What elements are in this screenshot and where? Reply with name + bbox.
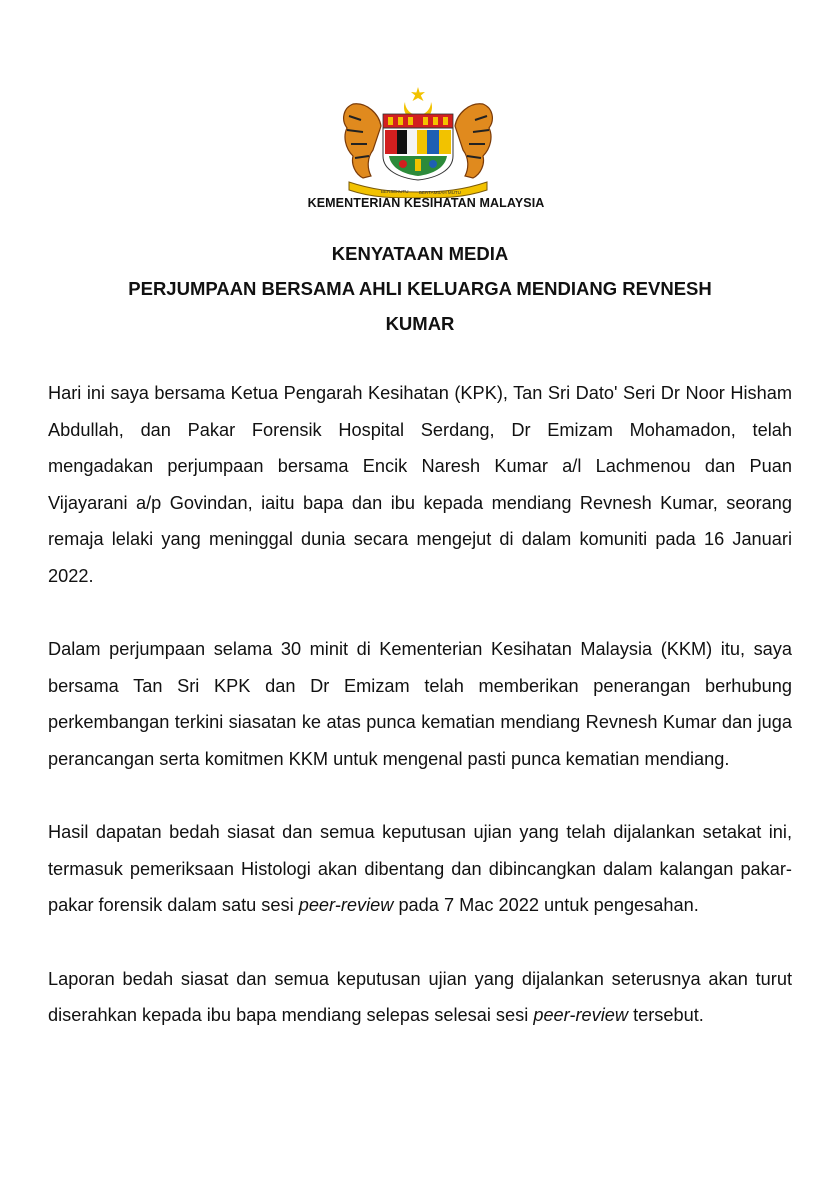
paragraph-3	[48, 814, 792, 924]
paragraph-4-emphasis: peer-review	[533, 1005, 629, 1026]
paragraph-4-text-b: tersebut.	[628, 1005, 704, 1026]
paragraph-3-emphasis: peer-review	[298, 895, 394, 916]
title-line-2: PERJUMPAAN BERSAMA AHLI KELUARGA MENDIANG REVNESH	[128, 278, 712, 299]
press-release-body	[48, 375, 792, 1070]
paragraph-3-text-a: Hasil dapatan bedah siasat dan semua keputusan ujian yang telah dijalankan setakat ini, termasuk pemeriksaan Histologi akan dibentang dan dibincangkan dalam kalangan pakar-pakar forensik dalam satu sesi	[48, 822, 792, 916]
motto-right: BERTAMBAH MUTU	[419, 190, 461, 195]
title-line-1: KENYATAAN MEDIA	[331, 243, 509, 264]
title-line-3: KUMAR	[385, 313, 455, 334]
paragraph-1: Hari ini saya bersama Ketua Pengarah Kesihatan (KPK), Tan Sri Dato' Seri Dr Noor Hisham Abdullah, dan Pakar Forensik Hospital Serdang, Dr Emizam Mohamadon, telah mengadakan perjumpaan bersama Encik Naresh Kumar a/l Lachmenou dan Puan Vijayarani a/p Govindan, iaitu bapa dan ibu kepada mendiang Revnesh Kumar, seorang remaja lelaki yang meninggal dunia secara mengejut di dalam komuniti pada 16 Januari 2022.	[48, 383, 792, 586]
paragraph-2: Dalam perjumpaan selama 30 minit di Kementerian Kesihatan Malaysia (KKM) itu, saya bersama Tan Sri KPK dan Dr Emizam telah memberikan penerangan berhubung perkembangan terkini siasatan ke atas punca kematian mendiang Revnesh Kumar dan juga perancangan serta komitmen KKM untuk mengenal pasti punca kematian mendiang.	[48, 639, 792, 769]
press-release-title	[60, 236, 780, 341]
paragraph-4-text-a: Laporan bedah siasat dan semua keputusan ujian yang dijalankan seterusnya akan turut diserahkan kepada ibu bapa mendiang selepas selesai sesi	[48, 968, 792, 1026]
paragraph-4	[48, 961, 792, 1034]
ministry-name: KEMENTERIAN KESIHATAN MALAYSIA	[307, 196, 545, 210]
paragraph-3-text-b: pada 7 Mac 2022 untuk pengesahan.	[393, 895, 699, 916]
malaysia-coat-of-arms-logo	[333, 86, 503, 198]
motto-left: BERSEKUTU	[381, 189, 409, 194]
